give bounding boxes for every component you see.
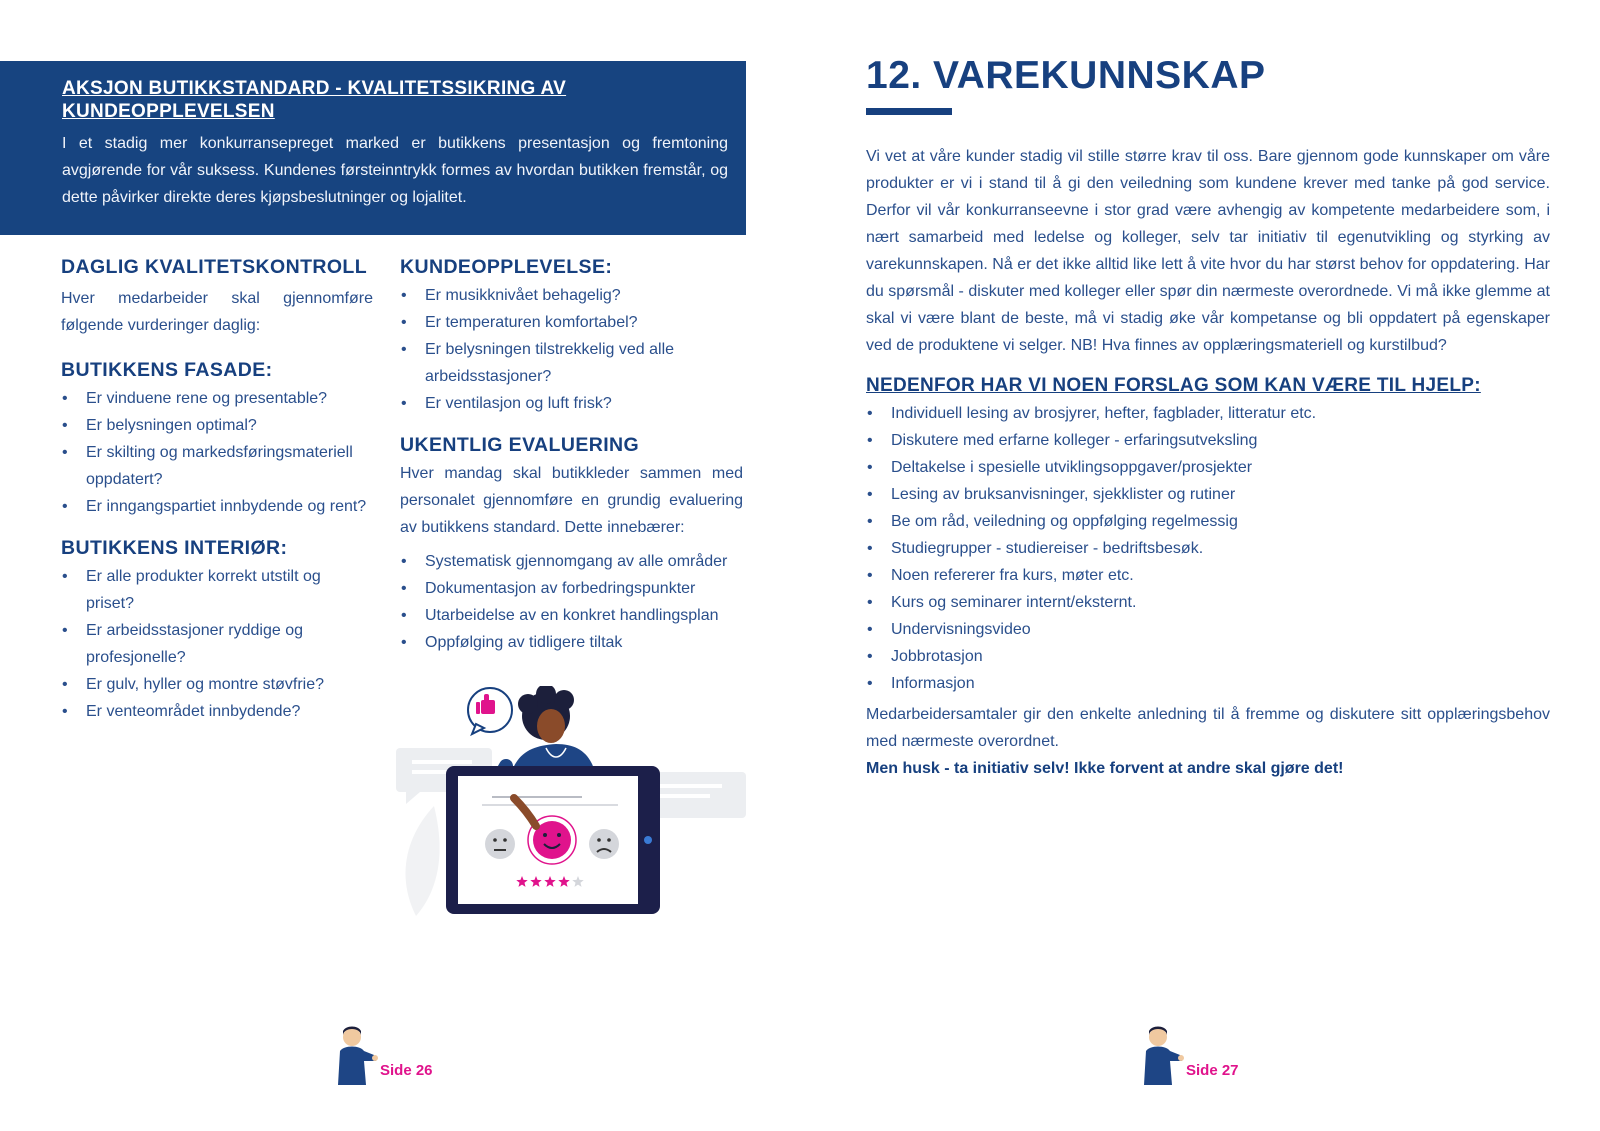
list-item: • Undervisningsvideo (866, 616, 1550, 643)
closing-paragraph: Medarbeidersamtaler gir den enkelte anledning til å fremme og diskutere sitt opplæringsbehov med nærmeste overordnet. (866, 706, 1550, 750)
title-rule (866, 108, 952, 115)
list-item: • Er ventilasjon og luft frisk? (400, 390, 743, 417)
page-number: Side 26 (380, 1062, 433, 1079)
kunde-heading: KUNDEOPPLEVELSE: (400, 256, 613, 278)
list-item: • Er belysningen optimal? (61, 412, 373, 439)
interior-heading: BUTIKKENS INTERIØR: (61, 537, 288, 559)
middle-column (400, 254, 743, 656)
list-item: • Er inngangspartiet innbydende og rent? (61, 493, 373, 520)
list-item: • Er alle produkter korrekt utstilt og priset? (61, 563, 373, 617)
right-page (866, 50, 1550, 782)
list-item: • Studiegrupper - studiereiser - bedriftsbesøk. (866, 535, 1550, 562)
list-item: • Informasjon (866, 670, 1550, 697)
banner-title: AKSJON BUTIKKSTANDARD - KVALITETSSIKRING AV KUNDEOPPLEVELSEN (62, 78, 567, 122)
list-item: • Lesing av bruksanvisninger, sjekklister og rutiner (866, 481, 1550, 508)
mascot-icon (330, 1025, 378, 1089)
mascot-icon (1136, 1025, 1184, 1089)
page-number: Side 27 (1186, 1062, 1239, 1079)
ukentlig-list (400, 548, 743, 656)
footer-right (1136, 1025, 1239, 1089)
intro-paragraph: Vi vet at våre kunder stadig vil stille større krav til oss. Bare gjennom gode kunnskaper om våre produkter er vi i stand til å gi den veiledning som kundene krever med tanke på god service. Derfor vil vår konkurranseevne i stor grad være avhengig av kompetente medarbeidere som, i nært samarbeid med ledelse og kolleger, selv tar initiativ til egenutvikling og styrking av varekunnskapen. Nå er det ikke alltid like lett å vite hvor du har størst behov for oppdatering. Har du spørsmål - diskuter med kolleger eller spør din nærmeste overordnede. Vi må ikke glemme at skal vi være blant de beste, må vi stadig øke vår kompetanse og bli oppdatert på egenskaper ved de produktene vi selger. NB! Hva finnes av opplæringsmateriell og kurstilbud? (866, 148, 1550, 354)
list-item: • Jobbrotasjon (866, 643, 1550, 670)
list-item: • Kurs og seminarer internt/eksternt. (866, 589, 1550, 616)
kunde-list (400, 282, 743, 417)
daglig-heading: DAGLIG KVALITETSKONTROLL (61, 256, 368, 278)
list-item: • Er belysningen tilstrekkelig ved alle arbeidsstasjoner? (400, 336, 743, 390)
daglig-intro: Hver medarbeider skal gjennomføre følgende vurderinger daglig: (61, 290, 373, 334)
feedback-illustration (396, 686, 746, 946)
neutral-face-icon (485, 829, 515, 859)
list-item: • Utarbeidelse av en konkret handlingsplan (400, 602, 743, 629)
list-item: • Er venteområdet innbydende? (61, 698, 373, 725)
fasade-heading: BUTIKKENS FASADE: (61, 359, 273, 381)
footer-left (330, 1025, 433, 1089)
list-item: • Er arbeidsstasjoner ryddige og profesjonelle? (61, 617, 373, 671)
fasade-list (61, 385, 373, 520)
list-item: • Be om råd, veiledning og oppfølging regelmessig (866, 508, 1550, 535)
list-item: • Individuell lesing av brosjyrer, hefter, fagblader, litteratur etc. (866, 400, 1550, 427)
list-item: • Oppfølging av tidligere tiltak (400, 629, 743, 656)
list-item: • Er vinduene rene og presentable? (61, 385, 373, 412)
page-title: 12. VAREKUNNSKAP (866, 54, 1266, 97)
list-item: • Diskutere med erfarne kolleger - erfaringsutveksling (866, 427, 1550, 454)
ukentlig-heading: UKENTLIG EVALUERING (400, 434, 640, 456)
list-item: • Er gulv, hyller og montre støvfrie? (61, 671, 373, 698)
left-column (61, 254, 373, 725)
emphasis-text: Men husk - ta initiativ selv! Ikke forvent at andre skal gjøre det! (866, 760, 1344, 777)
interior-list (61, 563, 373, 725)
list-item: • Deltakelse i spesielle utviklingsoppgaver/prosjekter (866, 454, 1550, 481)
sad-face-icon (589, 829, 619, 859)
list-item: • Dokumentasjon av forbedringspunkter (400, 575, 743, 602)
list-item: • Er skilting og markedsføringsmateriell oppdatert? (61, 439, 373, 493)
list-item: • Er temperaturen komfortabel? (400, 309, 743, 336)
list-item: • Er musikknivået behagelig? (400, 282, 743, 309)
intro-banner (0, 61, 746, 235)
list-item: • Systematisk gjennomgang av alle områder (400, 548, 743, 575)
banner-text: I et stadig mer konkurransepreget marked er butikkens presentasjon og fremtoning avgjørende for vår suksess. Kundenes førsteinntrykk formes av hvordan butikken fremstår, og dette påvirker direkte deres kjøpsbeslutninger og lojalitet. (62, 135, 728, 206)
leaf-shape (406, 806, 440, 916)
suggestions-heading: NEDENFOR HAR VI NOEN FORSLAG SOM KAN VÆRE TIL HJELP: (866, 375, 1481, 396)
ukentlig-intro: Hver mandag skal butikkleder sammen med personalet gjennomføre en grundig evaluering av butikkens standard. Dette innebærer: (400, 465, 743, 536)
suggestions-list (866, 400, 1550, 697)
list-item: • Noen refererer fra kurs, møter etc. (866, 562, 1550, 589)
person-face (537, 709, 565, 743)
